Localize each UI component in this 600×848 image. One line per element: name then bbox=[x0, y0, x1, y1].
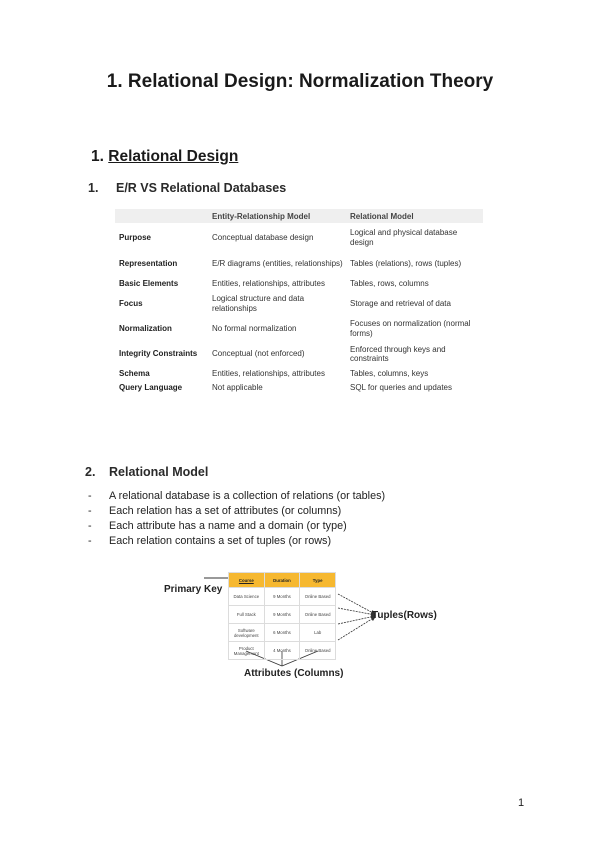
table-cell: SQL for queries and updates bbox=[350, 383, 452, 393]
table-cell: 9 Months bbox=[264, 606, 300, 624]
table-cell: Product Management bbox=[229, 642, 265, 660]
table-cell: Data Science bbox=[229, 588, 265, 606]
table-cell: Full Stack bbox=[229, 606, 265, 624]
table-cell: 9 Months bbox=[264, 588, 300, 606]
tuple-arrow bbox=[338, 594, 375, 614]
table-row bbox=[115, 252, 483, 276]
table-cell: 6 Months bbox=[264, 624, 300, 642]
section-title: Relational Design bbox=[108, 148, 239, 165]
table-cell: Not applicable bbox=[212, 383, 263, 393]
table-cell: Representation bbox=[119, 259, 178, 269]
table-cell: Tables, columns, keys bbox=[350, 369, 429, 379]
comparison-table bbox=[115, 209, 483, 395]
bullet-marker: - bbox=[88, 505, 92, 517]
table-row bbox=[115, 276, 483, 291]
table-cell: Normalization bbox=[119, 323, 172, 333]
list-item-text: A relational database is a collection of relations (or tables) bbox=[109, 490, 386, 502]
subsection-number: 1. bbox=[88, 181, 99, 195]
tuple-arrow bbox=[338, 608, 375, 615]
table-cell: Conceptual database design bbox=[212, 232, 314, 242]
table-header: Duration bbox=[264, 573, 300, 588]
subsection-number: 2. bbox=[85, 465, 96, 479]
subsection-title: E/R VS Relational Databases bbox=[116, 181, 287, 195]
list-item-text: Each relation contains a set of tuples (or rows) bbox=[109, 535, 332, 547]
table-cell: Online Based bbox=[300, 642, 336, 660]
table-cell: Basic Elements bbox=[119, 278, 179, 288]
table-cell: E/R diagrams (entities, relationships) bbox=[212, 259, 343, 269]
bullet-marker: - bbox=[88, 535, 92, 547]
list-item bbox=[88, 504, 385, 519]
table-cell: Online Based bbox=[300, 606, 336, 624]
list-item-text: Each attribute has a name and a domain (or type) bbox=[109, 520, 347, 532]
table-header: Type bbox=[300, 573, 336, 588]
table-cell: Logical and physical database design bbox=[350, 228, 458, 247]
list-item-text: Each relation has a set of attributes (or columns) bbox=[109, 505, 342, 517]
table-cell: Tables (relations), rows (tuples) bbox=[350, 259, 462, 269]
bullet-marker: - bbox=[88, 490, 92, 502]
table-cell: Query Language bbox=[119, 383, 183, 393]
table-cell: Lab bbox=[300, 624, 336, 642]
table-cell: Enforced through keys and constraints bbox=[350, 344, 446, 363]
subsection-title: Relational Model bbox=[109, 465, 209, 479]
attributes-label: Attributes (Columns) bbox=[244, 668, 344, 679]
table-cell: Online Based bbox=[300, 588, 336, 606]
table-row bbox=[229, 606, 336, 624]
bullet-list bbox=[88, 489, 385, 549]
table-cell: Focuses on normalization (normal forms) bbox=[350, 319, 471, 338]
page-title: 1. Relational Design: Normalization Theory bbox=[106, 71, 494, 92]
example-relation-table bbox=[228, 572, 336, 660]
table-cell: Schema bbox=[119, 369, 150, 379]
relational-model-diagram bbox=[160, 568, 450, 688]
list-item bbox=[88, 489, 385, 504]
table-cell: Storage and retrieval of data bbox=[350, 298, 451, 308]
table-cell: No formal normalization bbox=[212, 323, 297, 333]
table-row bbox=[115, 341, 483, 367]
table-row bbox=[115, 367, 483, 381]
table-cell: Conceptual (not enforced) bbox=[212, 349, 305, 359]
table-header bbox=[115, 209, 210, 223]
table-cell: Integrity Constraints bbox=[119, 349, 198, 359]
table-row bbox=[229, 624, 336, 642]
primary-key-label: Primary Key bbox=[164, 584, 223, 595]
table-header-row bbox=[229, 573, 336, 588]
table-row bbox=[115, 223, 483, 252]
table-header: Course bbox=[229, 573, 265, 588]
table-row bbox=[115, 381, 483, 395]
table-row bbox=[115, 291, 483, 316]
table-header: Entity-Relationship Model bbox=[210, 209, 348, 223]
table-row bbox=[229, 642, 336, 660]
table-cell: 4 Months bbox=[264, 642, 300, 660]
table-cell: Focus bbox=[119, 298, 143, 308]
table-row bbox=[229, 588, 336, 606]
table-cell: Entities, relationships, attributes bbox=[212, 369, 325, 379]
table-cell: Purpose bbox=[119, 232, 152, 242]
table-cell: Entities, relationships, attributes bbox=[212, 278, 325, 288]
table-cell: Tables, rows, columns bbox=[350, 278, 429, 288]
bullet-marker: - bbox=[88, 520, 92, 532]
section-number: 1. bbox=[91, 148, 104, 165]
table-header: Relational Model bbox=[348, 209, 483, 223]
table-cell: Logical structure and data relationships bbox=[212, 294, 305, 313]
section-heading bbox=[91, 148, 238, 166]
list-item bbox=[88, 534, 385, 549]
tuple-arrow bbox=[338, 617, 375, 640]
page-number: 1 bbox=[518, 797, 525, 809]
table-cell: Software development bbox=[229, 624, 265, 642]
table-header-row bbox=[115, 209, 483, 223]
table-row bbox=[115, 316, 483, 341]
list-item bbox=[88, 519, 385, 534]
tuples-label: Tuples(Rows) bbox=[372, 610, 437, 621]
